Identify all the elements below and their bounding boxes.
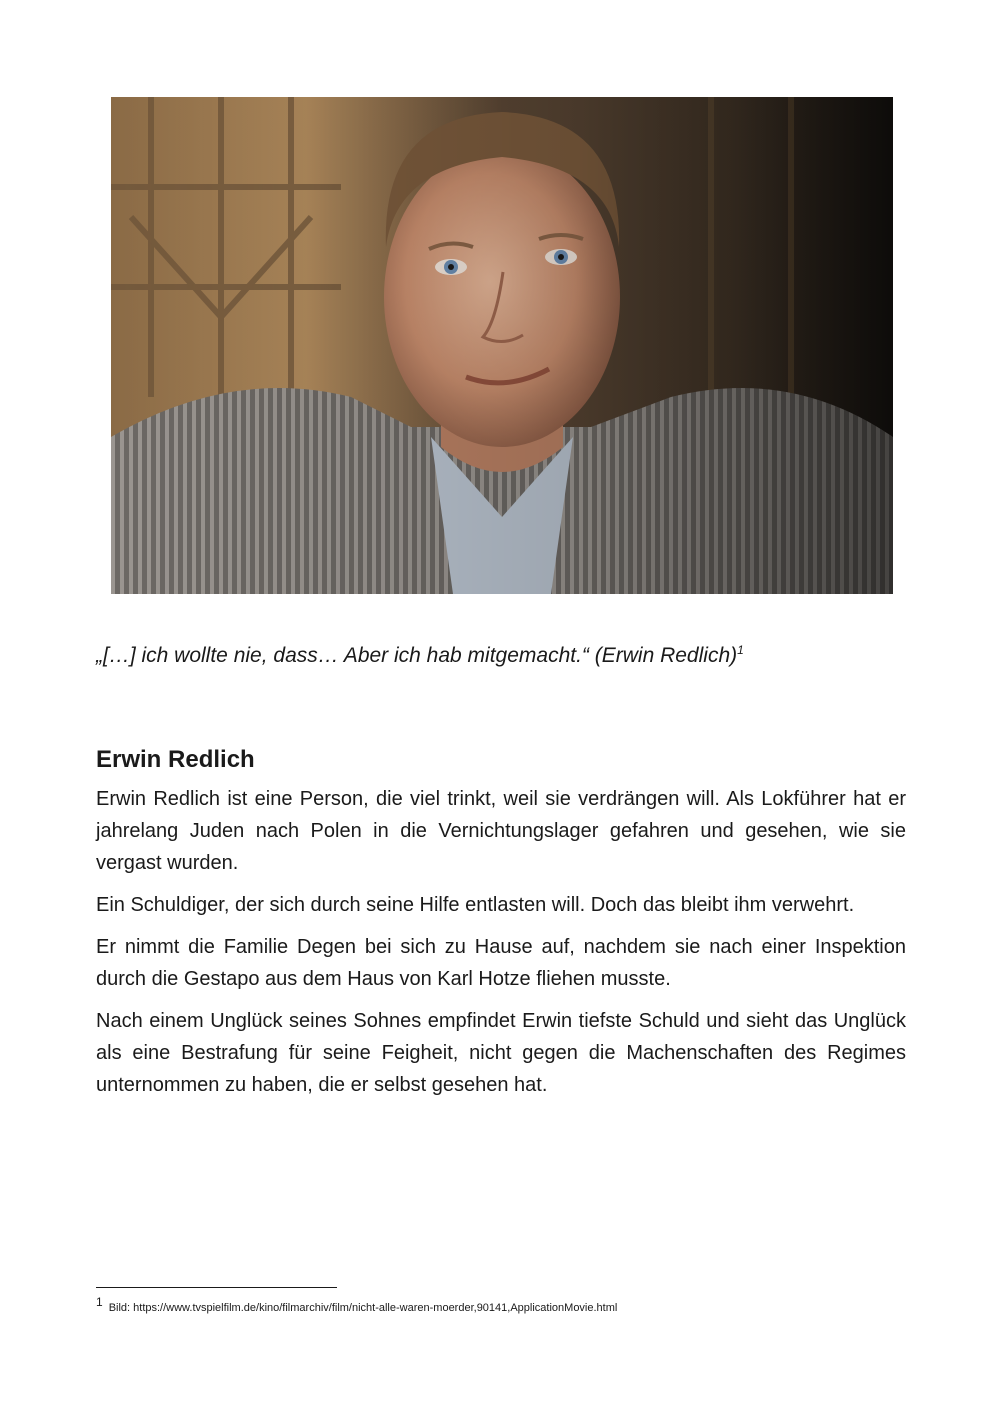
paragraph: Nach einem Unglück seines Sohnes empfindet Erwin tiefste Schuld und sieht das Unglück als eine Bestrafung für seine Feigheit, nicht gegen die Machenschaften des Regimes unternommen zu haben, die er selbst gesehen hat. bbox=[96, 1010, 906, 1096]
section-title: Erwin Redlich bbox=[96, 746, 255, 773]
quote-footnote-marker: 1 bbox=[737, 643, 744, 657]
footnote bbox=[96, 1295, 916, 1316]
quote bbox=[96, 642, 906, 670]
footnote-divider bbox=[96, 1287, 337, 1288]
paragraph: Ein Schuldiger, der sich durch seine Hilfe entlasten will. Doch das bleibt ihm verwehrt. bbox=[96, 894, 855, 916]
quote-text: „[…] ich wollte nie, dass… Aber ich hab mitgemacht.“ (Erwin Redlich) bbox=[96, 644, 738, 667]
paragraph: Erwin Redlich ist eine Person, die viel trinkt, weil sie verdrängen will. Als Lokführer hat er jahrelang Juden nach Polen in die Vernichtungslager gefahren und gesehen, wie sie vergast wurden. bbox=[96, 788, 906, 874]
footnote-text: Bild: https://www.tvspielfilm.de/kino/filmarchiv/film/nicht-alle-waren-moerder,90141,ApplicationMovie.html bbox=[108, 1302, 618, 1314]
portrait-photo bbox=[111, 97, 893, 594]
footnote-marker: 1 bbox=[96, 1295, 103, 1310]
paragraph: Er nimmt die Familie Degen bei sich zu Hause auf, nachdem sie nach einer Inspektion durch die Gestapo aus dem Haus von Karl Hotze fliehen musste. bbox=[96, 936, 906, 990]
section-body bbox=[96, 783, 906, 1111]
